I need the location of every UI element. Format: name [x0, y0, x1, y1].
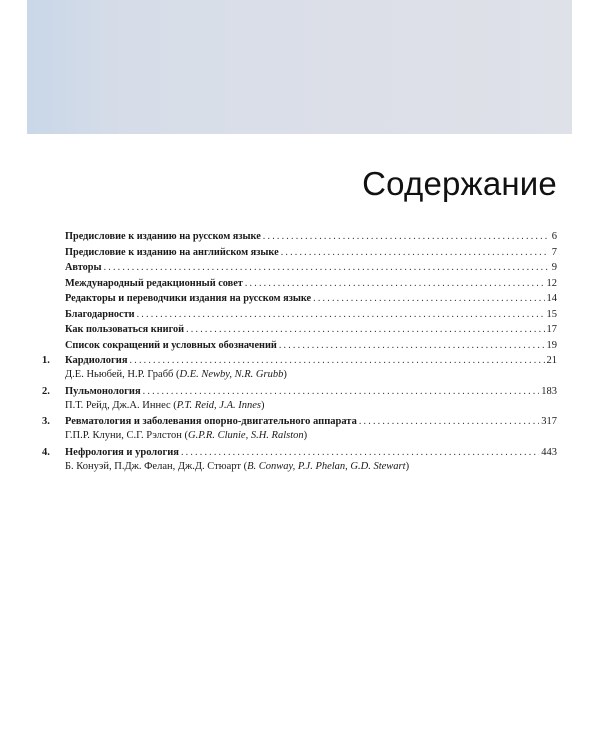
chapter-authors: Д.Е. Ньюбей, Н.Р. Грабб (D.E. Newby, N.R. Grubb)	[65, 369, 287, 380]
leader-dots	[137, 307, 545, 323]
toc-entry-page: 17	[546, 324, 557, 335]
chapter-entry[interactable]	[42, 353, 557, 384]
chapter-title: Кардиология	[65, 355, 128, 366]
toc-entry[interactable]	[65, 322, 557, 338]
toc-entry[interactable]	[65, 291, 557, 307]
toc-entry[interactable]	[65, 307, 557, 323]
chapter-title: Пульмонология	[65, 385, 141, 397]
chapter-title: Ревматология и заболевания опорно-двигательного аппарата	[65, 416, 357, 427]
header-color-band	[27, 0, 572, 134]
front-matter-list	[65, 229, 557, 353]
page-title: Содержание	[362, 165, 557, 202]
toc-entry-page: 19	[546, 339, 557, 351]
chapter-number: 3.	[42, 416, 50, 427]
chapter-page: 443	[541, 446, 557, 458]
leader-dots	[130, 353, 545, 368]
chapter-entry[interactable]	[42, 445, 557, 476]
chapter-number: 1.	[42, 355, 50, 366]
toc-entry-label: Авторы	[65, 262, 102, 273]
leader-dots	[245, 276, 545, 292]
toc-entry-label: Благодарности	[65, 308, 135, 320]
leader-dots	[143, 384, 540, 399]
chapter-page: 317	[541, 416, 557, 427]
chapter-page: 183	[541, 385, 557, 397]
leader-dots	[104, 260, 549, 276]
chapter-authors: Б. Конуэй, П.Дж. Фелан, Дж.Д. Стюарт (B. Conway, P.J. Phelan, G.D. Stewart)	[65, 460, 410, 472]
toc-entry[interactable]	[65, 338, 557, 354]
chapter-authors: П.Т. Рейд, Дж.А. Иннес (P.T. Reid, J.A. Innes)	[65, 399, 265, 411]
leader-dots	[181, 445, 539, 460]
toc-entry-label: Предисловие к изданию на английском языке	[65, 246, 279, 258]
toc-entry-page: 9	[551, 262, 557, 273]
leader-dots	[279, 338, 545, 354]
chapter-title: Нефрология и урология	[65, 446, 179, 458]
toc-entry[interactable]	[65, 229, 557, 245]
toc-entry[interactable]	[65, 245, 557, 261]
chapter-entry[interactable]	[42, 384, 557, 415]
toc-entry-page: 12	[546, 277, 557, 289]
chapter-page: 21	[546, 355, 557, 366]
toc-entry-label: Предисловие к изданию на русском языке	[65, 231, 261, 242]
leader-dots	[281, 245, 549, 261]
chapter-list	[42, 353, 557, 475]
toc-entry-page: 14	[546, 293, 557, 304]
toc-entry-label: Редакторы и переводчики издания на русском языке	[65, 293, 312, 304]
chapter-authors: Г.П.Р. Клуни, С.Г. Рэлстон (G.P.R. Clunie, S.H. Ralston)	[65, 430, 308, 441]
toc-entry-page: 15	[546, 308, 557, 320]
toc-entry-page: 7	[551, 246, 557, 258]
leader-dots	[313, 291, 544, 307]
toc-entry-page: 6	[551, 231, 557, 242]
toc-entry[interactable]	[65, 260, 557, 276]
leader-dots	[263, 229, 549, 245]
chapter-number: 4.	[42, 446, 50, 458]
toc-entry[interactable]	[65, 276, 557, 292]
toc-entry-label: Список сокращений и условных обозначений	[65, 339, 277, 351]
chapter-entry[interactable]	[42, 414, 557, 445]
leader-dots	[359, 414, 539, 429]
leader-dots	[186, 322, 544, 338]
toc-entry-label: Как пользоваться книгой	[65, 324, 185, 335]
toc-entry-label: Международный редакционный совет	[65, 277, 243, 289]
chapter-number: 2.	[42, 385, 50, 397]
